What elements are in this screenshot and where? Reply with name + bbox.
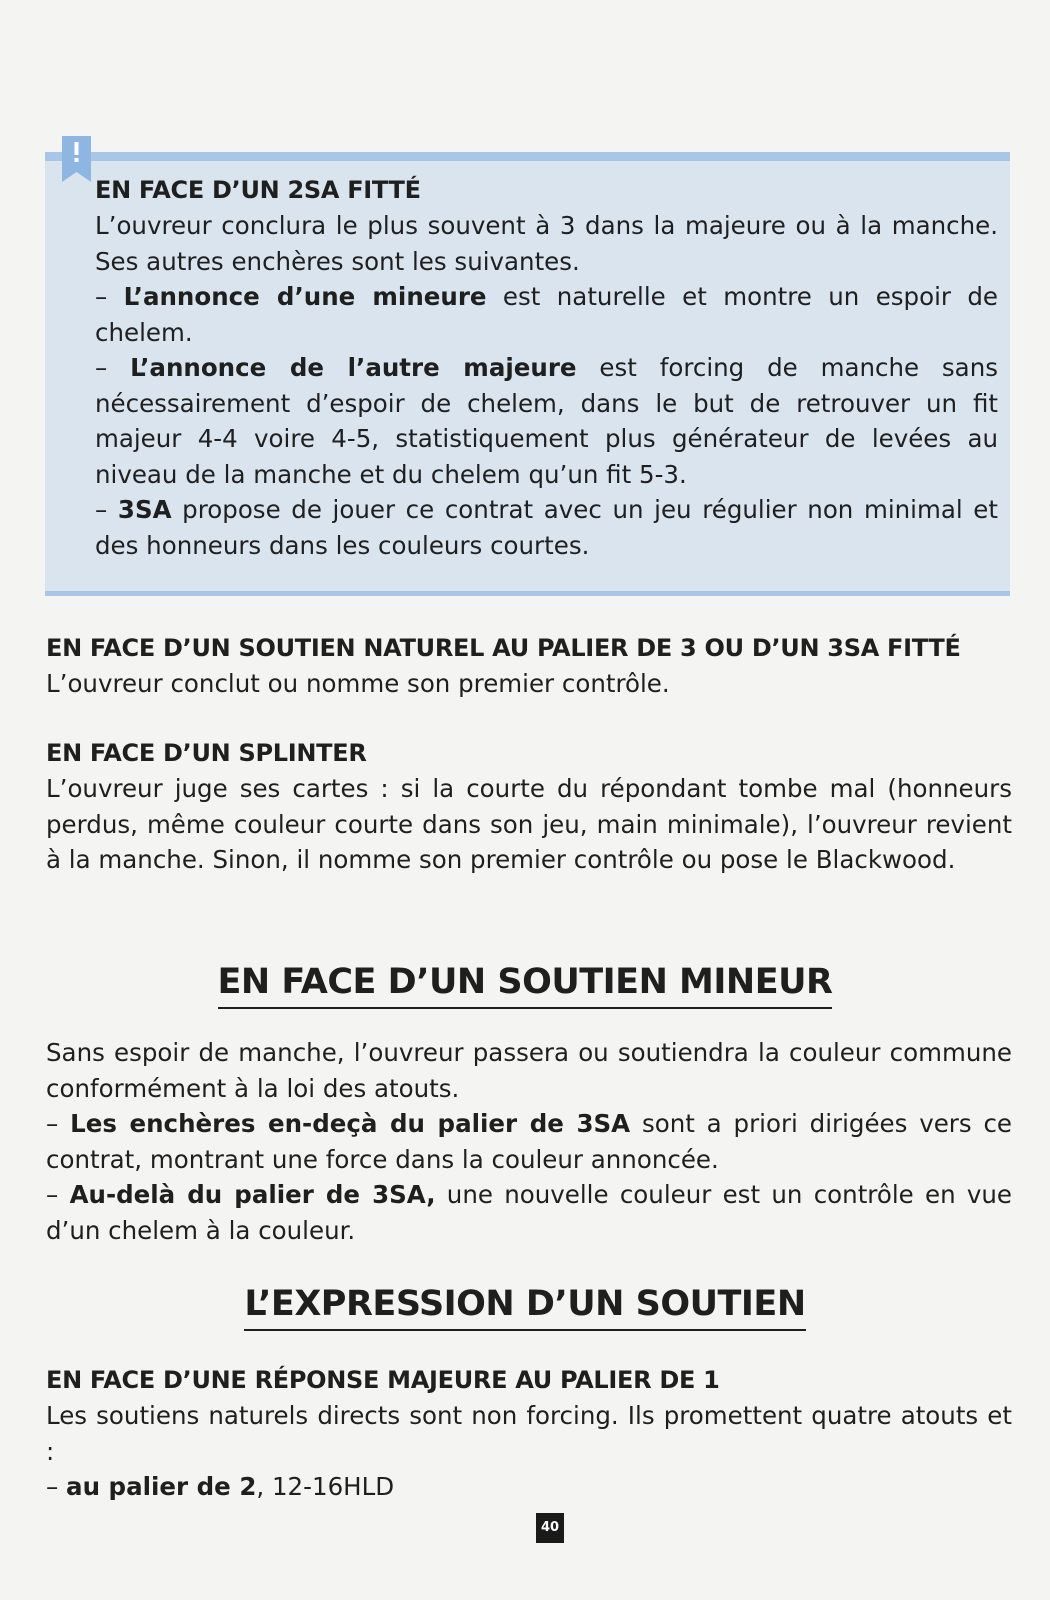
dash: – — [46, 1472, 67, 1501]
section-natural-support — [46, 630, 1012, 702]
dash: – — [95, 282, 124, 311]
chapter2-item-1-bold: au palier de 2 — [66, 1472, 257, 1501]
section2-heading: EN FACE D’UN SPLINTER — [46, 739, 367, 767]
section1-text: L’ouvreur conclut ou nomme son premier contrôle. — [46, 669, 670, 698]
info-box-content — [95, 172, 998, 563]
chapter2-subheading: EN FACE D’UNE RÉPONSE MAJEURE AU PALIER DE 1 — [46, 1366, 720, 1394]
box-item-2-bold: L’annonce de l’autre majeure — [130, 353, 577, 382]
chapter1-item-2-bold: Au-delà du palier de 3SA, — [69, 1180, 436, 1209]
box-item-1-bold: L’annonce d’une mineure — [123, 282, 487, 311]
section-minor-support — [46, 1035, 1012, 1248]
box-item-2-text: est forcing de manche sans nécessairement d’espoir de chelem, dans le but de retrouver un fit majeur 4-4 voire 4-5, statistiquement plus générateur de levées au niveau de la manche et du chelem qu’un fit 5-3. — [95, 353, 998, 489]
section-support-expression — [46, 1362, 1012, 1505]
box-heading: EN FACE D’UN 2SA FITTÉ — [95, 176, 421, 204]
chapter2-item-1-text: , 12-16HLD — [256, 1472, 395, 1501]
chapter2-title-wrap — [0, 1282, 1050, 1331]
dash: – — [46, 1180, 70, 1209]
section1-heading: EN FACE D’UN SOUTIEN NATUREL AU PALIER DE 3 OU D’UN 3SA FITTÉ — [46, 634, 961, 662]
chapter2-text: Les soutiens naturels directs sont non forcing. Ils promettent quatre atouts et : — [46, 1401, 1012, 1466]
section2-text: L’ouvreur juge ses cartes : si la courte du répondant tombe mal (honneurs perdus, même couleur courte dans son jeu, main minimale), l’ouvreur revient à la manche. Sinon, il nomme son premier contrôle ou pose le Blackwood. — [46, 774, 1012, 874]
page-number: 40 — [536, 1513, 564, 1543]
chapter2-item-1 — [46, 1469, 1012, 1505]
chapter1-intro: Sans espoir de manche, l’ouvreur passera ou soutiendra la couleur commune conformément à la loi des atouts. — [46, 1038, 1012, 1103]
chapter1-title-wrap — [0, 960, 1050, 1009]
exclamation-icon — [62, 136, 91, 182]
dash: – — [46, 1109, 71, 1138]
box-item-2 — [95, 350, 998, 492]
chapter1-item-1 — [46, 1106, 1012, 1177]
box-item-1-text: est naturelle et montre un espoir de chelem. — [95, 282, 998, 347]
chapter1-item-1-text: sont a priori dirigées vers ce contrat, montrant une force dans la couleur annoncée. — [46, 1109, 1012, 1174]
box-item-3-bold: 3SA — [117, 495, 172, 524]
dash: – — [95, 353, 131, 382]
section-splinter — [46, 735, 1012, 878]
box-intro: L’ouvreur conclura le plus souvent à 3 dans la majeure ou à la manche. Ses autres enchères sont les suivantes. — [95, 211, 998, 276]
box-item-3-text: propose de jouer ce contrat avec un jeu régulier non minimal et des honneurs dans les couleurs courtes. — [95, 495, 998, 560]
chapter1-item-2 — [46, 1177, 1012, 1248]
box-item-1 — [95, 279, 998, 350]
chapter1-title: EN FACE D’UN SOUTIEN MINEUR — [218, 960, 833, 1009]
box-item-3 — [95, 492, 998, 563]
chapter1-item-1-bold: Les enchères en-deçà du palier de 3SA — [70, 1109, 631, 1138]
chapter2-title: L’EXPRESSION D’UN SOUTIEN — [244, 1282, 805, 1331]
dash: – — [95, 495, 118, 524]
chapter1-item-2-text: une nouvelle couleur est un contrôle en vue d’un chelem à la couleur. — [46, 1180, 1012, 1245]
